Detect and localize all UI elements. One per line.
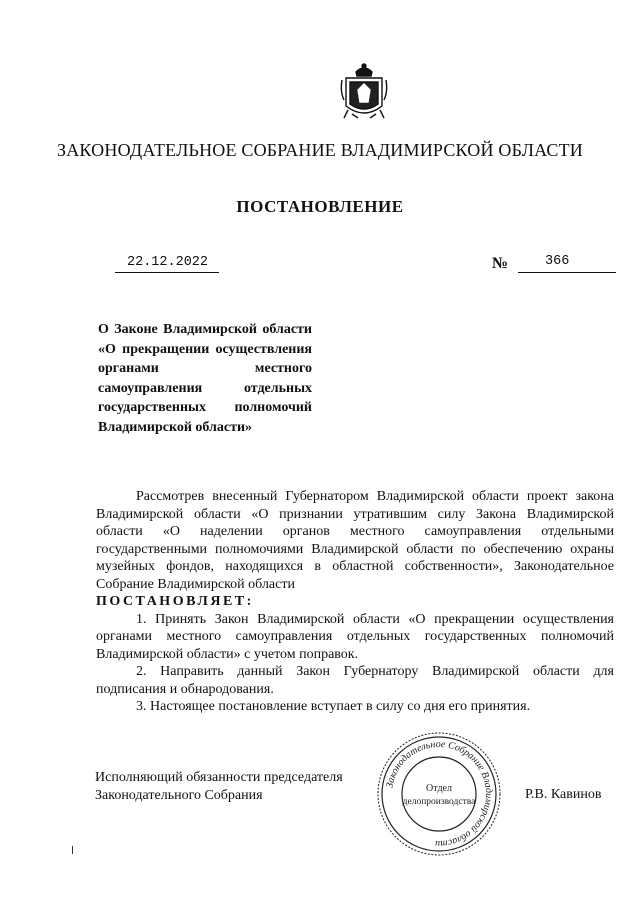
- preamble-text: Рассмотрев внесенный Губернатором Владимирской области проект закона Владимирской области «О признании утратившим силу Закона Владимирской области «О наделении органов местного самоуправления отдельными государственными полномочиями Владимирской области по обеспечению охраны музейных фондов, находящихся в областной собственности», Законодательное Собрание Владимирской области: [96, 489, 614, 592]
- coat-of-arms-icon: [338, 62, 390, 122]
- official-stamp: [375, 730, 503, 858]
- signatory-position: [95, 769, 343, 805]
- organization-title: ЗАКОНОДАТЕЛЬНОЕ СОБРАНИЕ ВЛАДИМИРСКОЙ ОБЛАСТИ: [57, 140, 583, 160]
- signatory-name: Р.В. Кавинов: [525, 787, 602, 802]
- item-paragraph: 3. Настоящее постановление вступает в силу со дня его принятия.: [136, 699, 531, 714]
- document-body: [96, 488, 614, 716]
- resolves-paragraph: [96, 593, 614, 611]
- position-line: Законодательного Собрания: [95, 788, 263, 803]
- position-line: Исполняющий обязанности председателя: [95, 770, 343, 785]
- item-paragraph: 2. Направить данный Закон Губернатору Владимирской области для подписания и обнародования.: [96, 664, 614, 697]
- date-underline: [115, 272, 219, 273]
- document-date: 22.12.2022: [127, 255, 209, 270]
- scan-mark: [72, 846, 73, 854]
- preamble-paragraph: [96, 488, 614, 593]
- stamp-center-line: делопроизводства: [402, 797, 476, 807]
- item-paragraph: 1. Принять Закон Владимирской области «О прекращении осуществления органами местного самоуправления отдельных государственных полномочий Владимирской области» с учетом поправок.: [96, 611, 614, 662]
- stamp-center-line: Отдел: [426, 783, 452, 794]
- document-number: 366: [545, 254, 570, 269]
- resolves-word: ПОСТАНОВЛЯЕТ:: [96, 594, 254, 609]
- document-type-title: ПОСТАНОВЛЕНИЕ: [236, 197, 404, 216]
- stamp-ring-text: Законодательное Собрание Владимирской области: [384, 738, 495, 850]
- svg-text:Законодательное Собрание Влади: [384, 739, 494, 849]
- document-subject: О Законе Владимирской области «О прекращении осуществления органами местного самоуправления отдельных государственных полномочий Владимирской области»: [98, 322, 312, 435]
- number-underline: [518, 272, 616, 273]
- number-sign: №: [492, 255, 509, 272]
